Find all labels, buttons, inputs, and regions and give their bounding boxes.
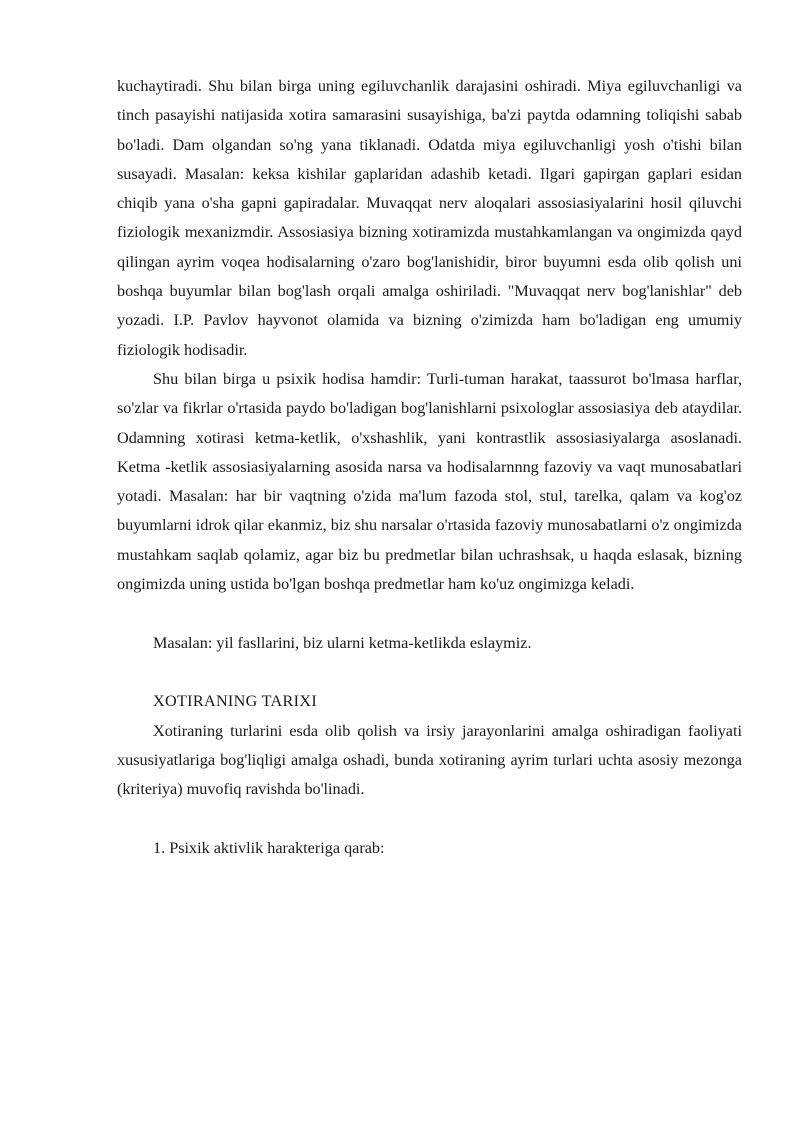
spacer — [117, 658, 742, 687]
spacer — [117, 804, 742, 833]
document-page — [117, 72, 742, 863]
spacer — [117, 599, 742, 628]
paragraph-2: Shu bilan birga u psixik hodisa hamdir: Turli-tuman harakat, taassurot bo'lmasa harflar, so'zlar va fikrlar o'rtasida paydo bo'ladigan bog'lanishlarni psixologlar assosiasiya deb ataydilar. Odamning xotirasi ketma-ketlik, o'xshashlik, yani kontrastlik assosiasiyalarga asoslanadi. Ketma -ketlik assosiasiyalarning asosida narsa va hodisalarnnng fazoviy va vaqt munosabatlari yotadi. Masalan: har bir vaqtning o'zida ma'lum fazoda stol, stul, tarelka, qalam va kog'oz buyumlarni idrok qilar ekanmiz, biz shu narsalar o'rtasida fazoviy munosabatlarni o'z ongimizda mustahkam saqlab qolamiz, agar biz bu predmetlar bilan uchrashsak, u haqda eslasak, bizning ongimizda uning ustida bo'lgan boshqa predmetlar ham ko'uz ongimizga keladi. — [117, 369, 742, 594]
section-heading: XOTIRANING TARIXI — [153, 692, 318, 711]
paragraph-3: Masalan: yil fasllarini, biz ularni ketma-ketlikda eslaymiz. — [153, 633, 532, 652]
list-item-1: 1. Psixik aktivlik harakteriga qarab: — [153, 838, 385, 857]
paragraph-4: Xotiraning turlarini esda olib qolish va irsiy jarayonlarini amalga oshiradigan faoliyati xususiyatlariga bog'liqligi amalga oshadi, bunda xotiraning ayrim turlari uchta asosiy mezonga (kriteriya) muvofiq ravishda bo'linadi. — [117, 721, 742, 799]
paragraph-1: kuchaytiradi. Shu bilan birga uning egiluvchanlik darajasini oshiradi. Miya egiluvchanligi va tinch pasayishi natijasida xotira samarasini susayishiga, ba'zi paytda odamning toliqishi sabab bo'ladi. Dam olgandan so'ng yana tiklanadi. Odatda miya egiluvchanligi yosh o'tishi bilan susayadi. Masalan: keksa kishilar gaplaridan adashib ketadi. Ilgari gapirgan gaplari esidan chiqib yana o'sha gapni gapiradalar. Muvaqqat nerv aloqalari assosiasiyalarini hosil qiluvchi fiziologik mexanizmdir. Assosiasiya bizning xotiramizda mustahkamlangan va ongimizda qayd qilingan ayrim voqea hodisalarning o'zaro bog'lanishidir, biror buyumni esda olib qolish uni boshqa buyumlar bilan bog'lash orqali amalga oshiriladi. "Muvaqqat nerv bog'lanishlar" deb yozadi. I.P. Pavlov hayvonot olamida va bizning o'zimizda ham bo'ladigan eng umumiy fiziologik hodisadir. — [117, 77, 742, 359]
